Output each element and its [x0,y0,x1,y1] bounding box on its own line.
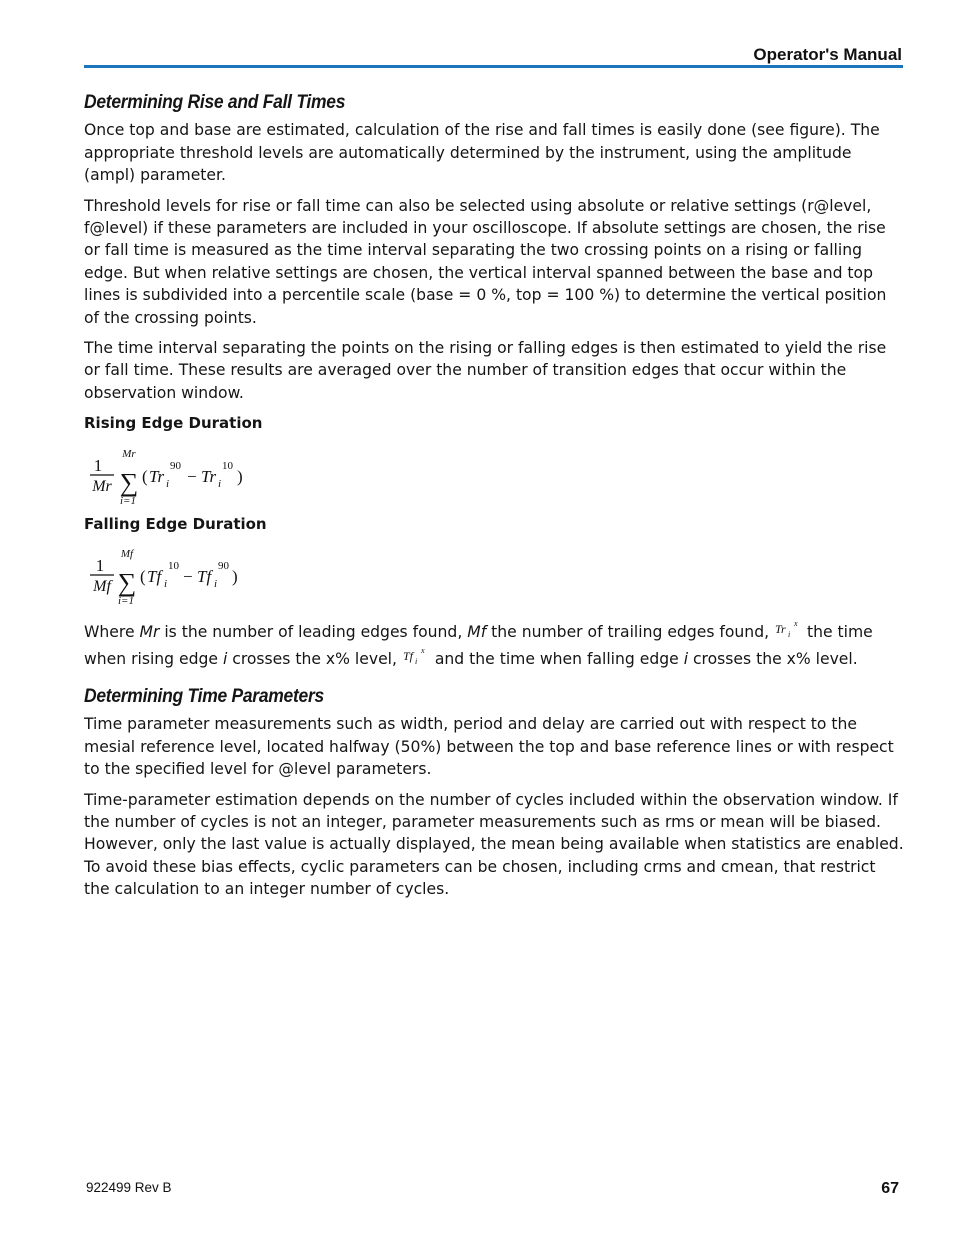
svg-text:): ) [237,466,243,486]
formula-numerator: 1 [95,556,105,576]
falling-edge-formula [86,541,904,605]
svg-text:90: 90 [218,560,229,573]
footer-revision: 922499 Rev B [86,1180,172,1195]
tf-symbol [402,646,430,672]
paragraph: Time parameter measurements such as width, period and delay are carried out with respect to the mesial reference level, located halfway (50%) between the top and base reference lines or with respect to the specified level for @level parameters. [84,715,894,779]
sum-lower-limit: i=1 [120,494,136,505]
svg-text:10: 10 [222,459,233,472]
paragraph: Once top and base are estimated, calculation of the rise and fall times is easily done (see figure). The appropriate threshold levels are automatically determined by the instrument, using the amplitude (ampl) parameter. [84,121,880,185]
svg-text:Tr: Tr [149,466,165,486]
paragraph: The time interval separating the points on the rising or falling edges is then estimated to yield the rise or fall time. These results are averaged over the number of transition edges that occur within the observation window. [84,339,887,402]
formula-denominator: Mr [92,477,112,495]
svg-text:(: ( [140,567,146,587]
sum-upper-limit: Mr [122,447,136,460]
svg-text:Tf: Tf [402,648,413,663]
section-heading-time-parameters: Determining Time Parameters [84,685,324,707]
page-content [84,88,904,909]
formula-numerator: 1 [93,455,103,475]
svg-text:i: i [214,578,218,591]
header-title: Operator's Manual [753,45,902,64]
falling-edge-label: Falling Edge Duration [84,514,267,533]
paragraph: Threshold levels for rise or fall time can also be selected using absolute or relative settings (r@level, f@level) if these parameters are included in your oscilloscope. If absolute settings are chosen, the rise or fall time is measured as the time interval separating the two crossing points on a rising or falling edge. But when relative settings are chosen, the vertical interval spanned between the base and top lines is subdivided into a percentile scale (base = 0 %, top = 100 %) to determine the vertical position of the crossing points. [84,196,887,327]
sum-lower-limit: i=1 [118,595,134,606]
svg-text:i: i [166,477,170,490]
svg-text:Tr: Tr [201,466,217,486]
svg-text:−: − [187,466,197,486]
svg-text:i: i [164,578,168,591]
paragraph: Time-parameter estimation depends on the number of cycles included within the observation window. If the number of cycles is not an integer, parameter measurements such as rms or mean will be biased. However, only the last value is actually displayed, the mean being available when statistics are enabled. To avoid these bias effects, cyclic parameters can be chosen, including crms and cmean, that restrict the calculation to an integer number of cycles. [84,790,904,899]
page-number: 67 [881,1180,899,1197]
svg-text:Tf: Tf [197,567,212,587]
svg-text:Tr: Tr [775,622,786,637]
svg-text:Tf: Tf [147,567,162,587]
svg-text:i: i [788,630,791,640]
paragraph-where: Where Mr is the number of leading edges found, Mf the number of trailing edges found, Tr i x the time when rising edge i crosses the x% level, Tf i x and the time when falling edge i crosses the x% level. [84,619,904,672]
svg-text:i: i [414,656,418,666]
svg-text:x: x [420,645,425,655]
sigma-symbol: ∑ [119,467,139,497]
formula-denominator: Mf [93,578,111,596]
svg-text:): ) [232,567,238,587]
rising-edge-label: Rising Edge Duration [84,414,263,433]
svg-text:10: 10 [168,560,179,573]
svg-text:(: ( [142,466,148,486]
section-heading-rise-fall: Determining Rise and Fall Times [84,92,346,113]
sum-upper-limit: Mf [120,548,134,561]
svg-text:i: i [218,477,222,490]
rising-edge-formula [86,441,904,505]
svg-text:−: − [183,567,193,587]
svg-text:x: x [794,619,798,629]
tr-symbol [774,619,802,645]
sigma-symbol: ∑ [117,568,137,598]
svg-text:90: 90 [170,459,181,472]
header-rule [84,65,903,68]
